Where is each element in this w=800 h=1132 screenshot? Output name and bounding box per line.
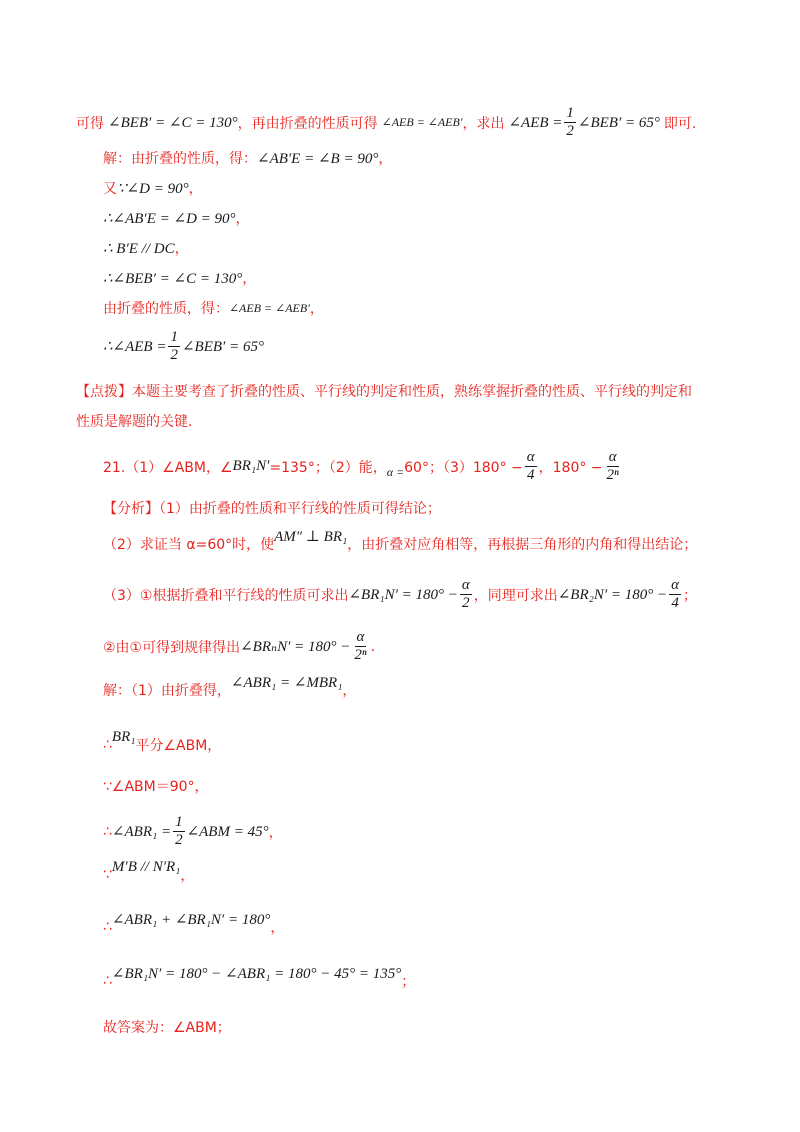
math-expression: ∠BRₙN′ = 180° − bbox=[240, 639, 351, 655]
therefore-symbol: ∴ bbox=[103, 823, 112, 840]
math-expression: ∠AEB = bbox=[508, 115, 563, 131]
text-segment: ， bbox=[268, 824, 283, 841]
text-segment: ， bbox=[180, 868, 195, 884]
solution-line bbox=[103, 1017, 231, 1037]
solution-line bbox=[103, 911, 285, 937]
math-expression: BR₁ bbox=[111, 728, 136, 745]
text-segment: （2）求证当 α=60°时，使 bbox=[103, 537, 275, 553]
text-segment: 21.（1）∠ABM，∠ bbox=[103, 459, 233, 476]
solution-line bbox=[103, 674, 357, 700]
fraction: $\frac{1}{2}$ bbox=[566, 105, 574, 139]
math-expression: ∴∠BEB′ = ∠C = 130° bbox=[103, 270, 243, 287]
text-segment: ， bbox=[242, 271, 257, 287]
text-segment: =135°；（2）能， bbox=[269, 459, 387, 476]
text-segment: 又 bbox=[103, 181, 117, 197]
therefore-symbol: ∴ bbox=[103, 919, 112, 935]
math-expression: ∠BEB′ = ∠C = 130° bbox=[108, 115, 238, 131]
math-expression: ∠ABR₁ = ∠MBR₁ bbox=[230, 674, 343, 691]
analysis-line bbox=[103, 528, 698, 554]
fraction: $\frac{\alpha}{4}$ bbox=[526, 449, 535, 483]
fraction: $\frac{\alpha}{4}$ bbox=[671, 577, 679, 611]
math-expression: ∴ B′E // DC bbox=[103, 240, 175, 257]
solution-line bbox=[103, 728, 222, 755]
analysis-line bbox=[103, 498, 441, 518]
math-expression: ∵∠D = 90° bbox=[117, 180, 189, 197]
answer-line bbox=[103, 450, 623, 483]
math-expression: ∠BR₁N′ = 180° − ∠ABR₁ = 180° − 45° = 135° bbox=[111, 965, 402, 982]
solution-line bbox=[103, 298, 324, 318]
text-segment: 由折叠的性质，得： bbox=[103, 301, 229, 317]
math-expression: AM″ ⊥ BR₁ bbox=[274, 528, 348, 545]
math-expression: ∠ABM = 45° bbox=[186, 824, 269, 840]
analysis-line bbox=[103, 578, 697, 611]
intro-line bbox=[76, 106, 696, 139]
text-segment: 解：（1）由折叠得， bbox=[103, 683, 231, 699]
text-segment: ， bbox=[270, 920, 285, 936]
math-expression: ∠BEB′ = 65° bbox=[577, 115, 660, 131]
tip-paragraph-line bbox=[76, 411, 192, 431]
text-segment: 可得 bbox=[76, 115, 104, 132]
math-expression: ∠AEB = ∠AEB′ bbox=[229, 300, 310, 315]
text-segment: （3）①根据折叠和平行线的性质可求出 bbox=[103, 587, 349, 604]
math-expression: ∠BR₁N′ = 180° − bbox=[348, 587, 458, 603]
solution-line bbox=[103, 815, 283, 848]
fraction: $\frac{\alpha}{\text{2ⁿ}}$ bbox=[354, 629, 367, 663]
math-expression: ∠AB′E = ∠B = 90° bbox=[257, 150, 379, 167]
text-segment: 【分析】（1）由折叠的性质和平行线的性质可得结论； bbox=[103, 501, 441, 517]
solution-line bbox=[103, 208, 250, 228]
solution-line bbox=[103, 178, 203, 198]
text-segment: ， bbox=[378, 151, 393, 167]
math-expression: M′B // N′R₁ bbox=[111, 858, 181, 875]
math-expression: ∴∠AB′E = ∠D = 90° bbox=[103, 210, 236, 227]
therefore-symbol: ∴ bbox=[103, 973, 112, 989]
fraction: $\frac{1}{2}$ bbox=[175, 814, 183, 848]
fraction: $\frac{1}{2}$ bbox=[170, 329, 178, 363]
math-expression: ∠BEB′ = 65° bbox=[181, 339, 264, 355]
solution-line bbox=[103, 330, 264, 363]
text-segment: 即可. bbox=[663, 115, 697, 132]
text-segment: 解：由折叠的性质，得： bbox=[103, 151, 257, 167]
fraction: $\frac{\alpha}{\text{2ⁿ}}$ bbox=[606, 449, 619, 483]
text-segment: ，由折叠对应角相等，再根据三角形的内角和得出结论； bbox=[347, 537, 698, 553]
math-expression: ∠AEB = ∠AEB′ bbox=[381, 115, 463, 129]
text-segment: ， bbox=[174, 241, 189, 257]
fraction: $\frac{\alpha}{2}$ bbox=[461, 577, 470, 611]
math-expression: BR₁N′ bbox=[232, 458, 270, 474]
because-symbol: ∵ bbox=[103, 867, 112, 883]
text-segment: 60°；（3）180° − bbox=[404, 459, 523, 476]
text-segment: ，求出 bbox=[462, 115, 505, 132]
solution-line bbox=[103, 776, 209, 796]
math-expression: ∴∠AEB = bbox=[103, 339, 167, 355]
analysis-line bbox=[103, 630, 375, 663]
text-segment: ，再由折叠的性质可得 bbox=[237, 115, 378, 132]
math-expression: ∠BR₂N′ = 180° − bbox=[557, 587, 668, 603]
solution-line bbox=[103, 148, 392, 168]
tip-paragraph-line bbox=[76, 381, 692, 401]
text-segment: ； bbox=[683, 587, 697, 604]
text-segment: ， bbox=[188, 181, 203, 197]
text-segment: ，同理可求出 bbox=[473, 587, 558, 604]
solution-line bbox=[103, 965, 416, 991]
text-segment: ，180° − bbox=[538, 459, 603, 476]
text-segment: ， bbox=[235, 211, 250, 227]
text-segment: ， bbox=[342, 683, 357, 699]
text-segment: ； bbox=[401, 974, 416, 990]
solution-line bbox=[103, 268, 256, 288]
tip-text: 性质是解题的关键. bbox=[76, 414, 193, 430]
math-expression: ∠ABR₁ = bbox=[111, 824, 172, 840]
solution-line bbox=[103, 238, 189, 258]
text-segment: ②由①可得到规律得出 bbox=[103, 639, 241, 656]
text-segment: 平分∠ABM， bbox=[135, 738, 222, 754]
solution-line bbox=[103, 858, 195, 885]
math-expression: ∠ABR₁ + ∠BR₁N′ = 180° bbox=[111, 911, 271, 928]
text-segment: ∵∠ABM＝90°， bbox=[103, 779, 209, 795]
therefore-symbol: ∴ bbox=[103, 737, 112, 753]
math-expression: α = bbox=[386, 465, 405, 479]
text-segment: ， bbox=[309, 301, 324, 317]
text-segment: . bbox=[370, 638, 376, 655]
tip-text: 【点拨】本题主要考查了折叠的性质、平行线的判定和性质，熟练掌握折叠的性质、平行线的判定和 bbox=[76, 384, 692, 400]
text-segment: 故答案为：∠ABM； bbox=[103, 1020, 231, 1036]
